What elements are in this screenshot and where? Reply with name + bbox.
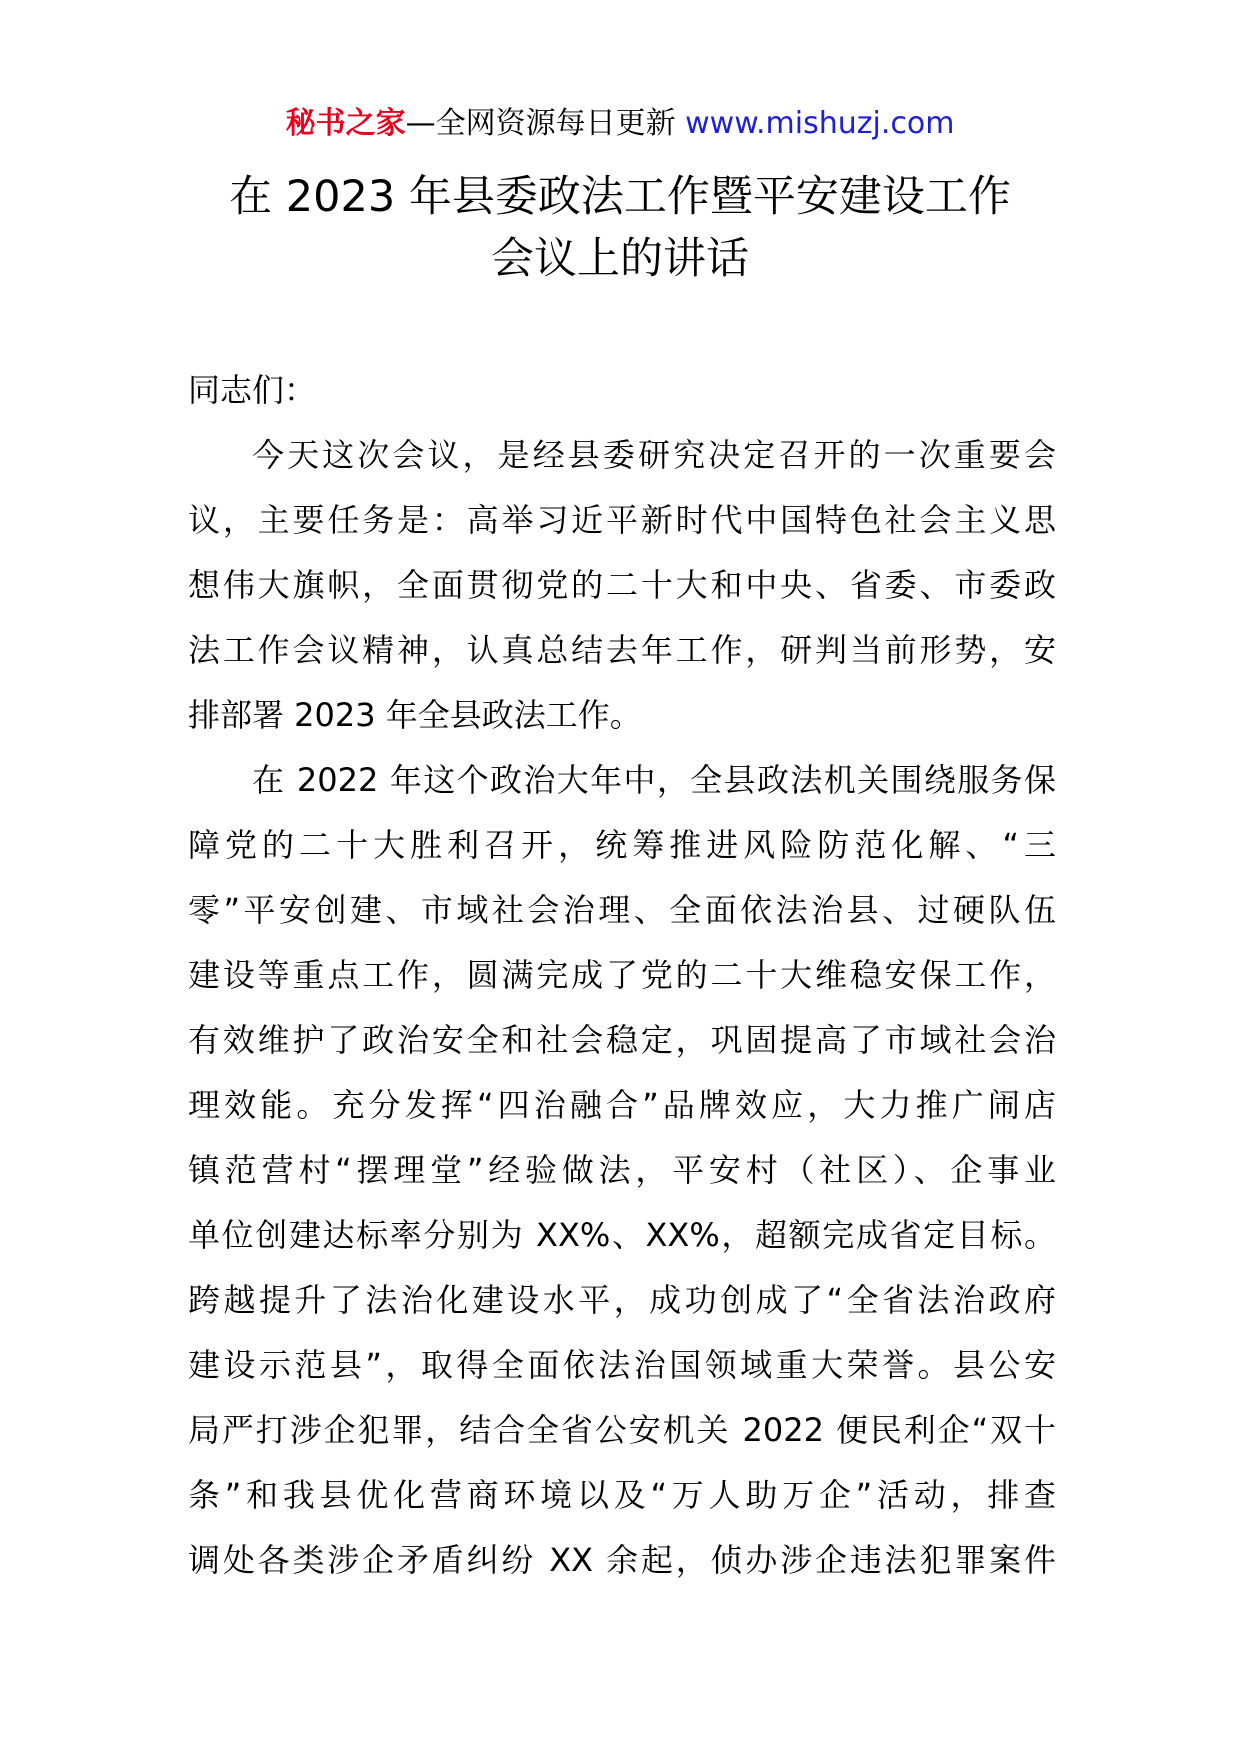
site-url[interactable]: www.mishuzj.com [685, 106, 955, 141]
paragraph-line: 局严打涉企犯罪，结合全省公安机关 2022 便民利企“双十 [188, 1411, 1056, 1449]
paragraph-line: 单位创建达标率分别为 XX%、XX%，超额完成省定目标。 [188, 1216, 1056, 1254]
paragraph-2 [188, 748, 1056, 1593]
site-tagline: —全网资源每日更新 [405, 106, 686, 141]
paragraph-line: 法工作会议精神，认真总结去年工作，研判当前形势，安 [188, 631, 1056, 669]
paragraph-line: 想伟大旗帜，全面贯彻党的二十大和中央、省委、市委政 [188, 566, 1056, 604]
paragraph-line: 建设等重点工作，圆满完成了党的二十大维稳安保工作， [188, 956, 1056, 994]
site-header [0, 102, 1240, 146]
paragraph-line: 在 2022 年这个政治大年中，全县政法机关围绕服务保 [252, 761, 1056, 799]
paragraph-line: 建设示范县”，取得全面依法治国领域重大荣誉。县公安 [188, 1346, 1056, 1384]
document-title-line-1: 在 2023 年县委政法工作暨平安建设工作 [229, 172, 1011, 222]
document-title-line-2: 会议上的讲话 [491, 234, 749, 284]
salutation: 同志们： [188, 371, 317, 409]
paragraph-line: 理效能。充分发挥“四治融合”品牌效应，大力推广闹店 [188, 1086, 1056, 1124]
paragraph-line: 零”平安创建、市域社会治理、全面依法治县、过硬队伍 [188, 891, 1056, 929]
paragraph-line: 今天这次会议，是经县委研究决定召开的一次重要会 [252, 436, 1056, 474]
paragraph-line: 议，主要任务是：高举习近平新时代中国特色社会主义思 [188, 501, 1056, 539]
document-body [188, 358, 1056, 1593]
paragraph-line: 条”和我县优化营商环境以及“万人助万企”活动，排查 [188, 1476, 1056, 1514]
paragraph-line: 跨越提升了法治化建设水平，成功创成了“全省法治政府 [188, 1281, 1056, 1319]
site-brand: 秘书之家 [285, 106, 406, 141]
paragraph-line: 镇范营村“摆理堂”经验做法，平安村（社区）、企事业 [188, 1151, 1056, 1189]
paragraph-line: 障党的二十大胜利召开，统筹推进风险防范化解、“三 [188, 826, 1056, 864]
paragraph-1 [188, 423, 1056, 748]
paragraph-line: 有效维护了政治安全和社会稳定，巩固提高了市域社会治 [188, 1021, 1056, 1059]
paragraph-line: 调处各类涉企矛盾纠纷 XX 余起，侦办涉企违法犯罪案件 [188, 1541, 1056, 1579]
document-title [0, 166, 1240, 290]
paragraph-line: 排部署 2023 年全县政法工作。 [188, 696, 642, 734]
